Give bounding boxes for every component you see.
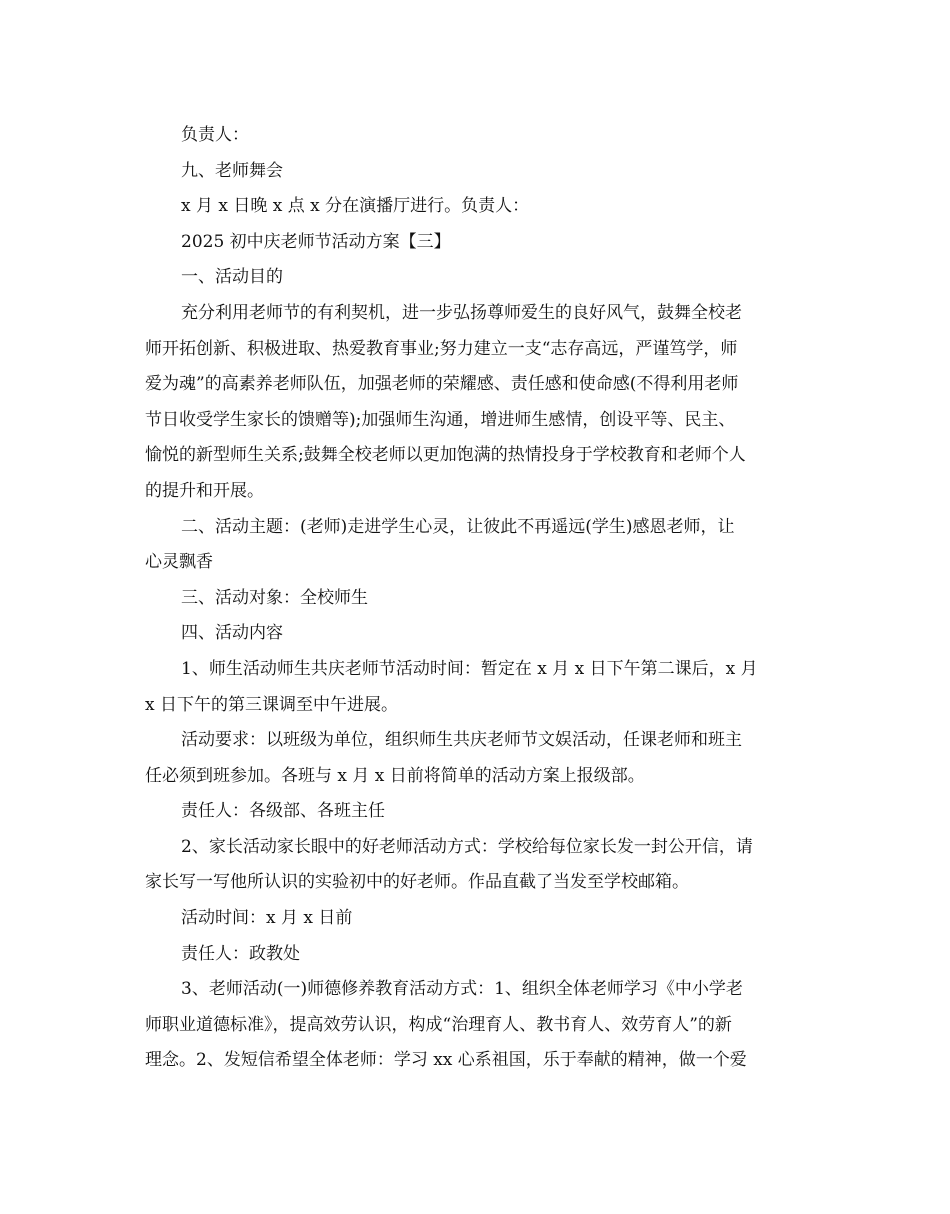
paragraph-line: 活动时间：x 月 x 日前 xyxy=(181,908,353,929)
paragraph-line: 活动要求：以班级为单位，组织师生共庆老师节文娱活动，任课老师和班主 xyxy=(181,730,742,751)
paragraph-line: 任必须到班参加。各班与 x 月 x 日前将简单的活动方案上报级部。 xyxy=(145,765,645,786)
paragraph-line: 爱为魂”的高素养老师队伍，加强老师的荣耀感、责任感和使命感(不得利用老师 xyxy=(145,374,739,395)
paragraph-line: 二、活动主题：(老师)走进学生心灵，让彼此不再遥远(学生)感恩老师，让 xyxy=(181,516,735,537)
paragraph-line: 1、师生活动师生共庆老师节活动时间：暂定在 x 月 x 日下午第二课后，x 月 xyxy=(181,658,758,679)
paragraph-line: x 日下午的第三课调至中午进展。 xyxy=(145,694,398,715)
paragraph-line: 愉悦的新型师生关系;鼓舞全校老师以更加饱满的热情投身于学校教育和老师个人 xyxy=(145,445,746,466)
paragraph-line: 3、老师活动(一)师德修养教育活动方式：1、组织全体老师学习《中小学老 xyxy=(181,979,743,1000)
document-body xyxy=(145,118,810,1079)
paragraph-line: 责任人：政教处 xyxy=(181,943,300,964)
paragraph-line: 心灵飘香 xyxy=(145,552,213,573)
section-heading: 三、活动对象：全校师生 xyxy=(181,587,368,608)
paragraph-line: 2、家长活动家长眼中的好老师活动方式：学校给每位家长发一封公开信，请 xyxy=(181,836,753,857)
paragraph-line: 师职业道德标准》，提高效劳认识，构成“治理育人、教书育人、效劳育人”的新 xyxy=(145,1014,732,1035)
text-line: x 月 x 日晚 x 点 x 分在演播厅进行。负责人： xyxy=(181,196,530,217)
paragraph-line: 家长写一写他所认识的实验初中的好老师。作品直截了当发至学校邮箱。 xyxy=(145,872,689,893)
section-heading: 四、活动内容 xyxy=(181,623,283,644)
paragraph-line: 节日收受学生家长的馈赠等);加强师生沟通，增进师生感情，创设平等、民主、 xyxy=(145,409,736,430)
document-title: 2025 初中庆老师节活动方案【三】 xyxy=(181,231,451,252)
paragraph-line: 责任人：各级部、各班主任 xyxy=(181,801,385,822)
paragraph-line: 的提升和开展。 xyxy=(145,480,264,501)
paragraph-line: 充分利用老师节的有利契机，进一步弘扬尊师爱生的良好风气，鼓舞全校老 xyxy=(181,302,742,323)
section-heading: 一、活动目的 xyxy=(181,267,283,288)
section-heading: 九、老师舞会 xyxy=(181,160,283,181)
text-line: 负责人： xyxy=(181,125,249,145)
paragraph-line: 理念。2、发短信希望全体老师：学习 xx 心系祖国，乐于奉献的精神，做一个爱 xyxy=(145,1050,747,1071)
paragraph-line: 师开拓创新、积极进取、热爱教育事业;努力建立一支“志存高远，严谨笃学，师 xyxy=(145,338,738,359)
